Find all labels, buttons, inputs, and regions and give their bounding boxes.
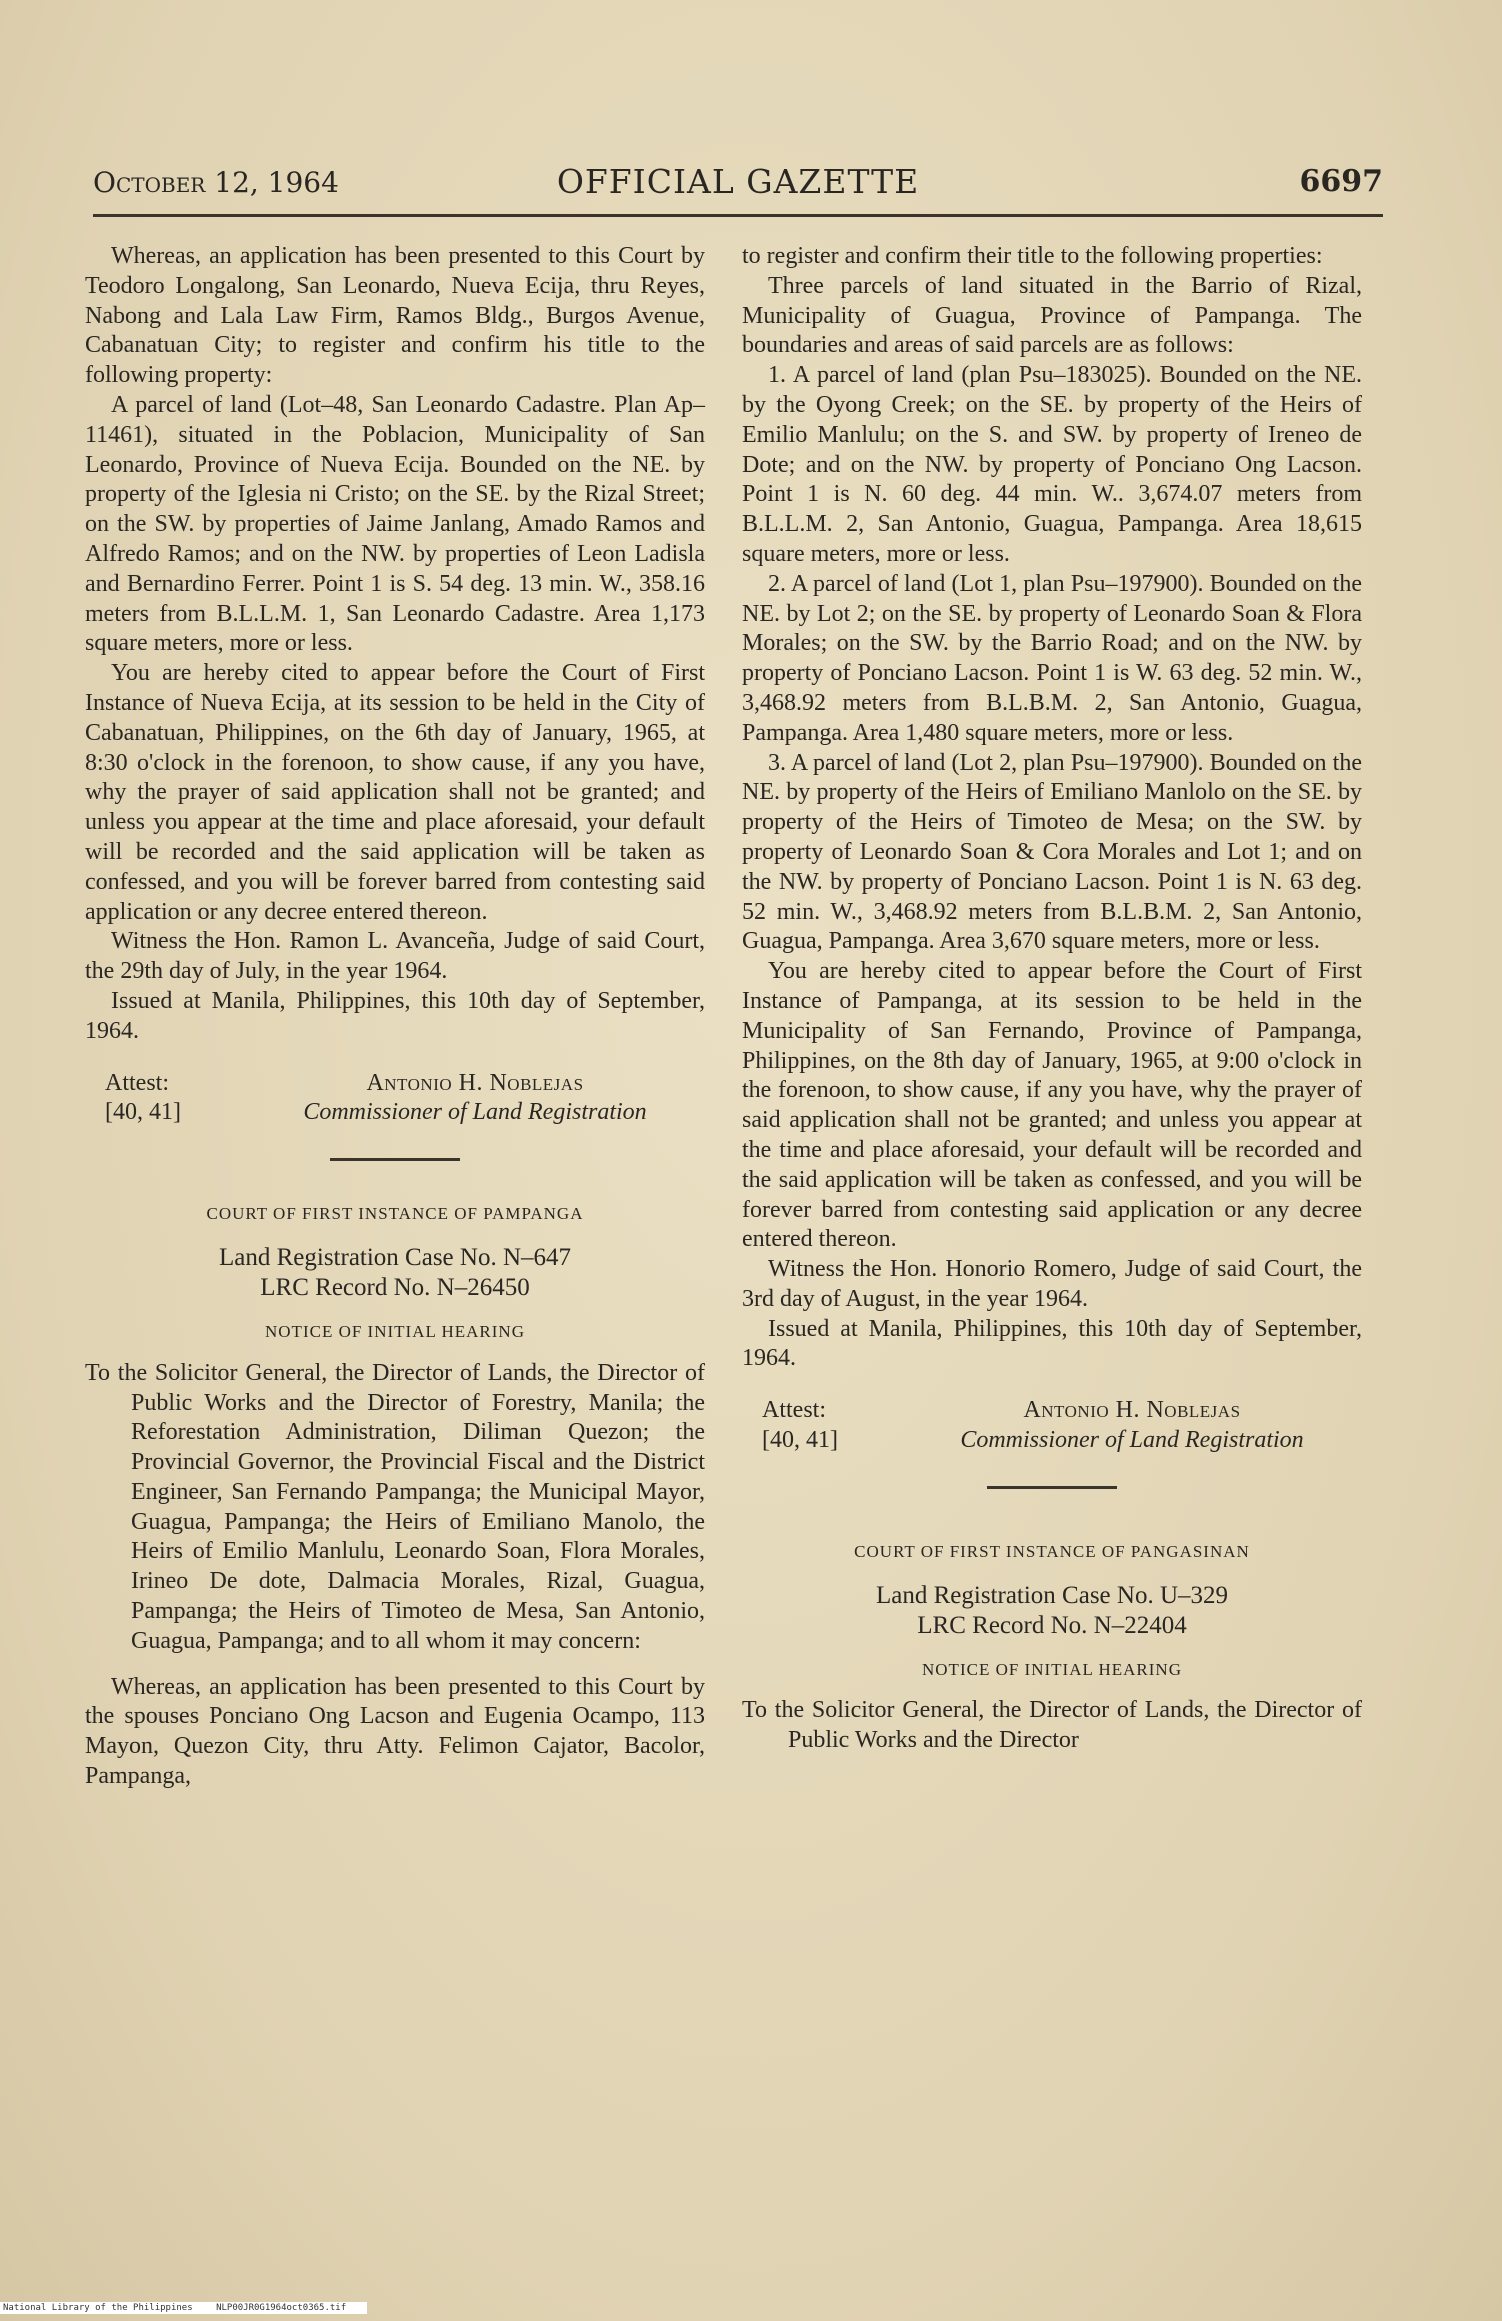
court-heading: COURT OF FIRST INSTANCE OF PANGASINAN xyxy=(854,1541,1250,1561)
paragraph: Witness the Hon. Ramon L. Avanceña, Judge of said Court, the 29th day of July, in the year 1964. xyxy=(85,928,705,985)
paragraph: Witness the Hon. Honorio Romero, Judge of said Court, the 3rd day of August, in the year 1964. xyxy=(742,1256,1362,1312)
section-divider xyxy=(330,1158,460,1161)
paragraph: Whereas, an application has been presented to this Court by Teodoro Longalong, San Leonardo, Nueva Ecija, thru Reyes, Nabong and Lala Law Firm, Ramos Bldg., Burgos Avenue, Cabanatuan City; to register and confirm his title to the following property: xyxy=(85,243,705,389)
notice-heading: NOTICE OF INITIAL HEARING xyxy=(922,1659,1182,1679)
paragraph: Three parcels of land situated in the Barrio of Rizal, Municipality of Guagua, Province of Pampanga. The boundaries and areas of said parcels are as follows: xyxy=(742,272,1362,359)
attest-ref: [40, 41] xyxy=(762,1427,838,1454)
addressees: To the Solicitor General, the Director of Lands, the Director of Public Works and the Director of Forestry, Manila; the Reforestation Administration, Diliman Quezon; the Provincial Governor, the Provincial Fiscal and the District Engineer, San Fernando Pampanga; the Municipal Mayor, Guagua, Pampanga; the Heirs of Emiliano Manolo, the Heirs of Emilio Manlulu, Leonardo Soan, Flora Morales, Irineo De dote, Dalmacia Morales, Rizal, Guagua, Pampanga; the Heirs of Timoteo de Mesa, San Antonio, Guagua, Pampanga; and to all whom it may concern: xyxy=(85,1359,705,1654)
signer-title: Commissioner of Land Registration xyxy=(960,1427,1304,1454)
paragraph: You are hereby cited to appear before the Court of First Instance of Pampanga, at its session to be held in the Municipality of San Fernando, Province of Pampanga, Philippines, on the 8th day of January, 1965, at 9:00 o'clock in the forenoon, to show cause, if any you have, why the prayer of said application shall not be granted; and unless you appear at the time and place aforesaid, your default will be recorded and the said application will be taken as confessed, and you will be forever barred from contesting said application or any decree entered thereon. xyxy=(742,958,1362,1253)
footer-library: National Library of the Philippines xyxy=(3,2303,193,2313)
paragraph: You are hereby cited to appear before the Court of First Instance of Nueva Ecija, at its session to be held in the City of Cabanatuan, Philippines, on the 6th day of January, 1965, at 8:30 o'clock in the forenoon, to show cause, if any you have, why the prayer of said application shall not be granted; and unless you appear at the time and place aforesaid, your default will be recorded and the said application will be taken as confessed, and you will be forever barred from contesting said application or any decree entered thereon. xyxy=(85,660,705,925)
left-column xyxy=(85,242,705,1792)
signer-name: Antonio H. Noblejas xyxy=(1023,1397,1241,1424)
attest-label: Attest: xyxy=(105,1069,169,1096)
paragraph: A parcel of land (Lot–48, San Leonardo Cadastre. Plan Ap–11461), situated in the Poblacion, Municipality of San Leonardo, Province of Nueva Ecija. Bounded on the NE. by property of the Iglesia ni Cristo; on the SE. by the Rizal Street; on the SW. by properties of Jaime Janlang, Amado Ramos and Alfredo Ramos; and on the NW. by properties of Leon Ladisla and Bernardino Ferrer. Point 1 is S. 54 deg. 13 min. W., 358.16 meters from B.L.L.M. 1, San Leonardo Cadastre. Area 1,173 square meters, more or less. xyxy=(85,391,705,657)
paragraph: 2. A parcel of land (Lot 1, plan Psu–197900). Bounded on the NE. by Lot 2; on the SE. by property of Leonardo Soan & Flora Morales; on the SW. by the Barrio Road; and on the NW. by property of Ponciano Lacson. Point 1 is W. 63 deg. 52 min. W., 3,468.92 meters from B.L.B.M. 2, San Antonio, Guagua, Pampanga. Area 1,480 square meters, more or less. xyxy=(742,570,1362,746)
case-number: Land Registration Case No. U–329 xyxy=(875,1581,1229,1609)
addressees: To the Solicitor General, the Director of Lands, the Director of Public Works and the Director xyxy=(742,1697,1362,1754)
scan-footer xyxy=(0,2302,367,2314)
paragraph: to register and confirm their title to the following properties: xyxy=(742,243,1323,269)
footer-file: NLP00JR0G1964oct0365.tif xyxy=(216,2303,347,2313)
signer-title: Commissioner of Land Registration xyxy=(303,1099,647,1126)
header-title: OFFICIAL GAZETTE xyxy=(556,162,920,201)
case-number: Land Registration Case No. N–647 xyxy=(218,1243,572,1271)
attest-label: Attest: xyxy=(762,1397,826,1424)
record-number: LRC Record No. N–26450 xyxy=(260,1273,530,1301)
signer-name: Antonio H. Noblejas xyxy=(366,1069,584,1096)
paragraph: 3. A parcel of land (Lot 2, plan Psu–197900). Bounded on the NE. by property of the Heirs of Emiliano Manlolo on the SE. by property of the Heirs of Timoteo de Mesa; on the SW. by property of Leonardo Soan & Cora Morales and Lot 1; and on the NW. by property of Ponciano Lacson. Point 1 is N. 63 deg. 52 min. W., 3,468.92 meters from B.L.B.M. 2, San Antonio, Guagua, Pampanga. Area 3,670 square meters, more or less. xyxy=(742,749,1362,955)
section-divider xyxy=(987,1486,1117,1489)
paragraph: Issued at Manila, Philippines, this 10th day of September, 1964. xyxy=(85,987,705,1044)
paragraph: 1. A parcel of land (plan Psu–183025). Bounded on the NE. by the Oyong Creek; on the SE. by property of the Heirs of Emilio Manlulu; on the S. and SW. by property of Ireneo de Dote; and on the NW. by property of Ponciano Ong Lacson. Point 1 is N. 60 deg. 44 min. W.. 3,674.07 meters from B.L.L.M. 2, San Antonio, Guagua, Pampanga. Area 18,615 square meters, more or less. xyxy=(742,362,1362,567)
paragraph: Issued at Manila, Philippines, this 10th day of September, 1964. xyxy=(742,1315,1362,1372)
attest-block xyxy=(762,1396,1362,1456)
page-header xyxy=(93,158,1383,208)
record-number: LRC Record No. N–22404 xyxy=(917,1611,1187,1639)
attest-block xyxy=(105,1069,705,1129)
court-heading: COURT OF FIRST INSTANCE OF PAMPANGA xyxy=(206,1204,584,1224)
header-date: October 12, 1964 xyxy=(93,166,339,199)
right-column xyxy=(742,242,1362,1756)
paragraph: Whereas, an application has been presented to this Court by the spouses Ponciano Ong Lacson and Eugenia Ocampo, 113 Mayon, Quezon City, thru Atty. Felimon Cajator, Bacolor, Pampanga, xyxy=(85,1673,705,1790)
attest-ref: [40, 41] xyxy=(105,1099,181,1126)
header-page-number: 6697 xyxy=(1299,164,1383,199)
header-rule xyxy=(93,214,1383,217)
notice-heading: NOTICE OF INITIAL HEARING xyxy=(265,1321,525,1341)
